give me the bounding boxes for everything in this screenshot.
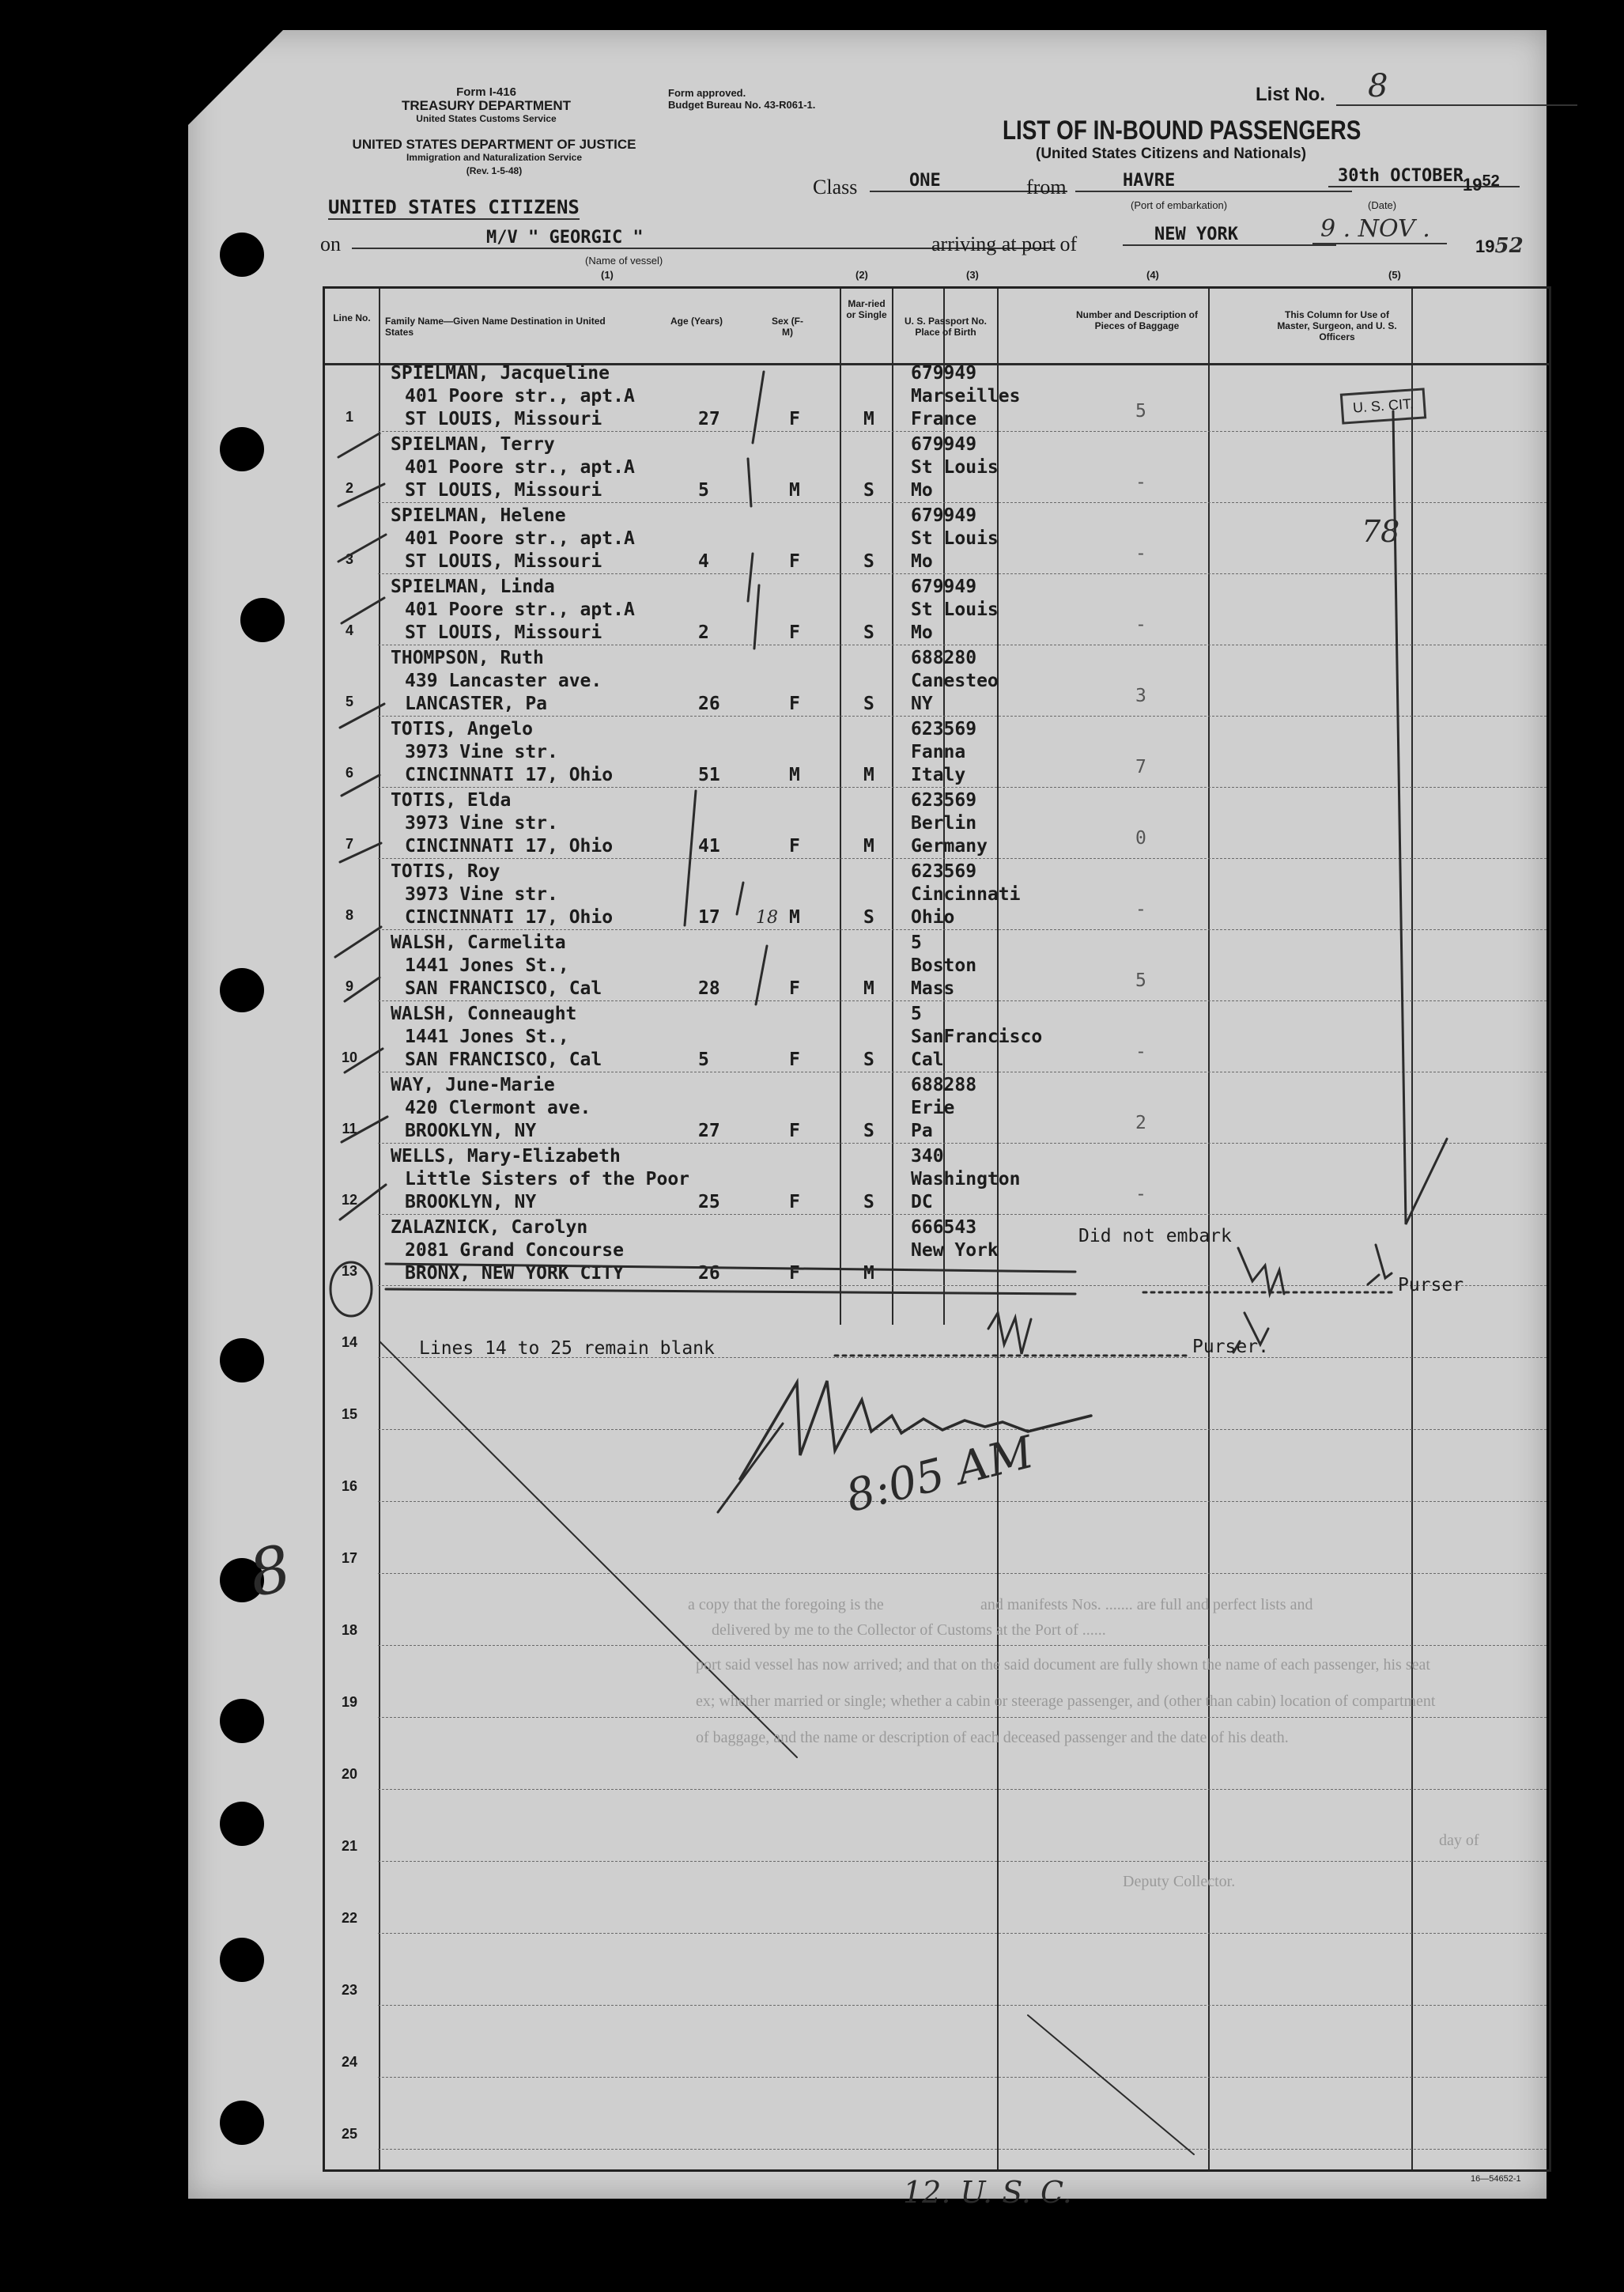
row-line-number: 16 bbox=[341, 1478, 358, 1494]
address-line-1: 3973 Vine str. bbox=[405, 742, 558, 762]
row-line-number: 4 bbox=[345, 622, 353, 638]
time-note: 8:05 AM bbox=[840, 1426, 1039, 1523]
row-line-number: 13 bbox=[341, 1263, 358, 1279]
address-line-1: 401 Poore str., apt.A bbox=[405, 599, 635, 620]
bleed-through: day of bbox=[1439, 1832, 1479, 1849]
row-line-number: 5 bbox=[345, 694, 353, 709]
col-age: Age (Years) bbox=[670, 316, 723, 327]
marital-status: M bbox=[863, 978, 874, 999]
passport-number: 623569 bbox=[911, 790, 977, 811]
baggage-count: - bbox=[1135, 472, 1146, 493]
arrival-year: 1952 bbox=[1475, 234, 1524, 258]
birth-country: Ohio bbox=[911, 907, 955, 928]
birth-country: Germany bbox=[911, 836, 988, 857]
col-passport: U. S. Passport No. Place of Birth bbox=[904, 316, 988, 338]
passenger-name: SPIELMAN, Helene bbox=[391, 505, 566, 526]
marital-status: M bbox=[863, 1263, 874, 1284]
passenger-name: TOTIS, Elda bbox=[391, 790, 512, 811]
bleed-through: delivered by me to the Collector of Customs at the Port of ...... bbox=[712, 1621, 1106, 1639]
birth-city: Washington bbox=[911, 1169, 1021, 1189]
passenger-sex: F bbox=[789, 1263, 800, 1284]
passenger-age: 5 bbox=[698, 480, 709, 501]
passport-number: 623569 bbox=[911, 861, 977, 882]
address-line-1: 3973 Vine str. bbox=[405, 884, 558, 905]
baggage-count: 5 bbox=[1135, 970, 1146, 991]
col-baggage: Number and Description of Pieces of Baggage bbox=[1075, 309, 1198, 331]
birth-city: Marseilles bbox=[911, 386, 1021, 407]
vessel-name: M/V " GEORGIC " bbox=[352, 228, 1056, 249]
col-officers: This Column for Use of Master, Surgeon, and U. S. Officers bbox=[1277, 309, 1397, 342]
baggage-count: - bbox=[1135, 543, 1146, 564]
col-num-3: (3) bbox=[966, 269, 979, 281]
baggage-count: 7 bbox=[1135, 757, 1146, 777]
bleed-through: and manifests Nos. ....... are full and perfect lists and bbox=[980, 1596, 1313, 1613]
address-line-1: 401 Poore str., apt.A bbox=[405, 386, 635, 407]
address-line-2: ST LOUIS, Missouri bbox=[405, 551, 602, 572]
address-line-2: ST LOUIS, Missouri bbox=[405, 480, 602, 501]
age-correction: 18 bbox=[756, 908, 778, 928]
col-num-1: (1) bbox=[601, 269, 614, 281]
address-line-2: SAN FRANCISCO, Cal bbox=[405, 1050, 602, 1070]
row-line-number: 23 bbox=[341, 1982, 358, 1998]
birth-country: Cal bbox=[911, 1050, 944, 1070]
row-line-number: 3 bbox=[345, 551, 353, 567]
form-id-block: Form I-416 TREASURY DEPARTMENT United States Customs Service bbox=[401, 85, 572, 124]
marital-status: S bbox=[863, 1121, 874, 1141]
row-line-number: 11 bbox=[342, 1121, 357, 1137]
passenger-sex: F bbox=[789, 836, 800, 857]
baggage-count: 3 bbox=[1135, 686, 1146, 706]
address-line-1: 401 Poore str., apt.A bbox=[405, 457, 635, 478]
passenger-name: WELLS, Mary-Elizabeth bbox=[391, 1146, 621, 1167]
passenger-sex: F bbox=[789, 622, 800, 643]
col-num-5: (5) bbox=[1388, 269, 1401, 281]
address-line-2: CINCINNATI 17, Ohio bbox=[405, 836, 614, 857]
address-line-2: ST LOUIS, Missouri bbox=[405, 409, 602, 429]
footer-note: 12. U. S. C. bbox=[903, 2175, 1072, 2210]
vessel-caption: (Name of vessel) bbox=[585, 255, 663, 267]
birth-city: Canesteo bbox=[911, 671, 999, 691]
address-line-2: LANCASTER, Pa bbox=[405, 694, 548, 714]
blank-lines-note: Lines 14 to 25 remain blank bbox=[419, 1338, 715, 1359]
date-caption: (Date) bbox=[1368, 199, 1397, 211]
bleed-through: Deputy Collector. bbox=[1123, 1873, 1236, 1890]
passenger-age: 41 bbox=[698, 836, 720, 857]
birth-country: Mass bbox=[911, 978, 955, 999]
purser-label: Purser bbox=[1398, 1275, 1464, 1295]
col-num-4: (4) bbox=[1146, 269, 1159, 281]
marital-status: S bbox=[863, 1192, 874, 1212]
row-line-number: 22 bbox=[341, 1910, 358, 1926]
row-line-number: 15 bbox=[341, 1406, 358, 1422]
passenger-age: 51 bbox=[698, 765, 720, 785]
marital-status: S bbox=[863, 551, 874, 572]
row-line-number: 14 bbox=[341, 1334, 358, 1350]
marital-status: S bbox=[863, 480, 874, 501]
address-line-1: 439 Lancaster ave. bbox=[405, 671, 602, 691]
birth-city: St Louis bbox=[911, 528, 999, 549]
birth-city: Cincinnati bbox=[911, 884, 1021, 905]
arriving-label: arriving at port of bbox=[931, 233, 1078, 255]
passenger-name: WAY, June-Marie bbox=[391, 1075, 555, 1095]
col-line-no: Line No. bbox=[333, 312, 371, 323]
birth-city: St Louis bbox=[911, 457, 999, 478]
arrival-port: NEW YORK bbox=[1123, 225, 1336, 246]
from-value: HAVRE bbox=[1075, 171, 1352, 192]
address-line-2: SAN FRANCISCO, Cal bbox=[405, 978, 602, 999]
birth-country: Mo bbox=[911, 551, 933, 572]
form-code: 16—54652-1 bbox=[1471, 2174, 1521, 2184]
birth-country: Italy bbox=[911, 765, 966, 785]
row-line-number: 25 bbox=[341, 2126, 358, 2142]
passport-number: 679949 bbox=[911, 363, 977, 384]
passport-number: 679949 bbox=[911, 505, 977, 526]
doj-block: UNITED STATES DEPARTMENT OF JUSTICE Immigration and Naturalization Service (Rev. 1-5-48) bbox=[352, 137, 636, 176]
passenger-sex: F bbox=[789, 1192, 800, 1212]
birth-city: SanFrancisco bbox=[911, 1027, 1043, 1047]
passenger-age: 5 bbox=[698, 1050, 709, 1070]
birth-city: Boston bbox=[911, 955, 977, 976]
passenger-sex: F bbox=[789, 1121, 800, 1141]
row-line-number: 18 bbox=[341, 1622, 358, 1638]
passenger-sex: M bbox=[789, 765, 800, 785]
row-line-number: 21 bbox=[341, 1838, 358, 1854]
address-line-2: CINCINNATI 17, Ohio bbox=[405, 907, 614, 928]
port-embark-caption: (Port of embarkation) bbox=[1131, 199, 1228, 211]
passenger-name: SPIELMAN, Linda bbox=[391, 577, 555, 597]
baggage-count: - bbox=[1135, 615, 1146, 635]
passenger-sex: M bbox=[789, 480, 800, 501]
class-value: ONE bbox=[870, 171, 1067, 192]
passenger-age: 26 bbox=[698, 694, 720, 714]
address-line-1: 1441 Jones St., bbox=[405, 1027, 569, 1047]
passenger-sex: F bbox=[789, 409, 800, 429]
from-label: from bbox=[1026, 176, 1067, 199]
passenger-name: TOTIS, Angelo bbox=[391, 719, 534, 739]
birth-country: DC bbox=[911, 1192, 933, 1212]
address-line-2: CINCINNATI 17, Ohio bbox=[405, 765, 614, 785]
passenger-sex: M bbox=[789, 907, 800, 928]
birth-country: Mo bbox=[911, 622, 933, 643]
departure-year: 1952 bbox=[1463, 172, 1500, 195]
row-line-number: 20 bbox=[341, 1766, 358, 1782]
passport-number: 340 bbox=[911, 1146, 944, 1167]
row-line-number: 12 bbox=[341, 1192, 358, 1208]
bleed-through: ex; whether married or single; whether a cabin or steerage passenger, and (other than cabin) location of compartment bbox=[696, 1693, 1436, 1710]
list-no-value: 8 bbox=[1336, 68, 1577, 106]
passenger-age: 26 bbox=[698, 1263, 720, 1284]
marital-status: S bbox=[863, 907, 874, 928]
address-line-1: 1441 Jones St., bbox=[405, 955, 569, 976]
birth-city: Berlin bbox=[911, 813, 977, 834]
row-line-number: 10 bbox=[341, 1050, 358, 1065]
birth-country: Pa bbox=[911, 1121, 933, 1141]
birth-country: Mo bbox=[911, 480, 933, 501]
document-title: LIST OF IN-BOUND PASSENGERS bbox=[1003, 115, 1362, 146]
marital-status: S bbox=[863, 622, 874, 643]
birth-city: New York bbox=[911, 1240, 999, 1261]
baggage-count: 5 bbox=[1135, 401, 1146, 422]
address-line-2: BRONX, NEW YORK CITY bbox=[405, 1263, 624, 1284]
birth-city: Erie bbox=[911, 1098, 955, 1118]
birth-city: Fanna bbox=[911, 742, 966, 762]
row-line-number: 9 bbox=[345, 978, 353, 994]
arrival-date: 9 . NOV . bbox=[1312, 215, 1447, 244]
document-subtitle: (United States Citizens and Nationals) bbox=[1036, 146, 1307, 162]
passport-number: 5 bbox=[911, 932, 922, 953]
passenger-name: SPIELMAN, Terry bbox=[391, 434, 555, 455]
passenger-name: TOTIS, Roy bbox=[391, 861, 500, 882]
form-approval: Form approved. Budget Bureau No. 43-R061-1. bbox=[668, 87, 816, 111]
address-line-1: 3973 Vine str. bbox=[405, 813, 558, 834]
passenger-name: THOMPSON, Ruth bbox=[391, 648, 544, 668]
marital-status: S bbox=[863, 694, 874, 714]
address-line-1: Little Sisters of the Poor bbox=[405, 1169, 690, 1189]
col-num-2: (2) bbox=[855, 269, 868, 281]
passenger-age: 28 bbox=[698, 978, 720, 999]
address-line-2: BROOKLYN, NY bbox=[405, 1192, 537, 1212]
marital-status: M bbox=[863, 836, 874, 857]
row-line-number: 2 bbox=[345, 480, 353, 496]
passenger-age: 25 bbox=[698, 1192, 720, 1212]
passenger-age: 27 bbox=[698, 409, 720, 429]
row-line-number: 7 bbox=[345, 836, 353, 852]
passenger-age: 17 bbox=[698, 907, 720, 928]
bleed-through: of baggage, and the name or description of each deceased passenger and the date of his death. bbox=[696, 1729, 1289, 1746]
row-line-number: 24 bbox=[341, 2054, 358, 2070]
baggage-count: - bbox=[1135, 899, 1146, 920]
passenger-sex: F bbox=[789, 1050, 800, 1070]
col-married: Mar-ried or Single bbox=[846, 298, 887, 320]
baggage-count: 0 bbox=[1135, 828, 1146, 849]
address-line-1: 2081 Grand Concourse bbox=[405, 1240, 624, 1261]
passport-number: 679949 bbox=[911, 577, 977, 597]
class-label: Class bbox=[813, 176, 858, 199]
birth-country: NY bbox=[911, 694, 933, 714]
departure-date: 30th OCTOBER bbox=[1328, 166, 1520, 187]
purser-label-2: Purser. bbox=[1192, 1337, 1269, 1357]
passenger-name: ZALAZNICK, Carolyn bbox=[391, 1217, 588, 1238]
passenger-name: SPIELMAN, Jacqueline bbox=[391, 363, 610, 384]
category-label: UNITED STATES CITIZENS bbox=[328, 196, 580, 218]
col-name: Family Name—Given Name Destination in United States bbox=[385, 316, 606, 338]
passenger-sex: F bbox=[789, 694, 800, 714]
passenger-name: WALSH, Carmelita bbox=[391, 932, 566, 953]
row-line-number: 6 bbox=[345, 765, 353, 781]
passenger-sex: F bbox=[789, 978, 800, 999]
passenger-age: 4 bbox=[698, 551, 709, 572]
baggage-count: - bbox=[1135, 1042, 1146, 1062]
passport-number: 688288 bbox=[911, 1075, 977, 1095]
baggage-count: - bbox=[1135, 1184, 1146, 1205]
marital-status: M bbox=[863, 765, 874, 785]
passport-number: 666543 bbox=[911, 1217, 977, 1238]
passenger-sex: F bbox=[789, 551, 800, 572]
passenger-name: WALSH, Conneaught bbox=[391, 1004, 577, 1024]
bleed-through: a copy that the foregoing is the bbox=[688, 1596, 884, 1613]
on-label: on bbox=[320, 233, 341, 255]
passport-number: 623569 bbox=[911, 719, 977, 739]
address-line-1: 401 Poore str., apt.A bbox=[405, 528, 635, 549]
col-sex: Sex (F-M) bbox=[771, 316, 803, 338]
us-citizen-stamp: U. S. CIT. bbox=[1340, 388, 1426, 424]
side-note: 8 bbox=[242, 1530, 298, 1612]
list-no-label: List No. bbox=[1256, 84, 1325, 105]
passenger-age: 2 bbox=[698, 622, 709, 643]
row-line-number: 8 bbox=[345, 907, 353, 923]
passport-number: 688280 bbox=[911, 648, 977, 668]
did-not-embark-note: Did not embark bbox=[1078, 1226, 1232, 1246]
row-line-number: 1 bbox=[345, 409, 353, 425]
address-line-1: 420 Clermont ave. bbox=[405, 1098, 591, 1118]
baggage-count: 2 bbox=[1135, 1113, 1146, 1133]
address-line-2: ST LOUIS, Missouri bbox=[405, 622, 602, 643]
passport-number: 5 bbox=[911, 1004, 922, 1024]
marital-status: S bbox=[863, 1050, 874, 1070]
passenger-age: 27 bbox=[698, 1121, 720, 1141]
birth-country: France bbox=[911, 409, 977, 429]
address-line-2: BROOKLYN, NY bbox=[405, 1121, 537, 1141]
officer-count: 78 bbox=[1362, 514, 1400, 549]
passport-number: 679949 bbox=[911, 434, 977, 455]
bleed-through: port said vessel has now arrived; and that on the said document are fully shown the name of each passenger, his seat bbox=[696, 1656, 1430, 1674]
marital-status: M bbox=[863, 409, 874, 429]
row-line-number: 17 bbox=[341, 1550, 358, 1566]
birth-city: St Louis bbox=[911, 599, 999, 620]
row-line-number: 19 bbox=[341, 1694, 358, 1710]
